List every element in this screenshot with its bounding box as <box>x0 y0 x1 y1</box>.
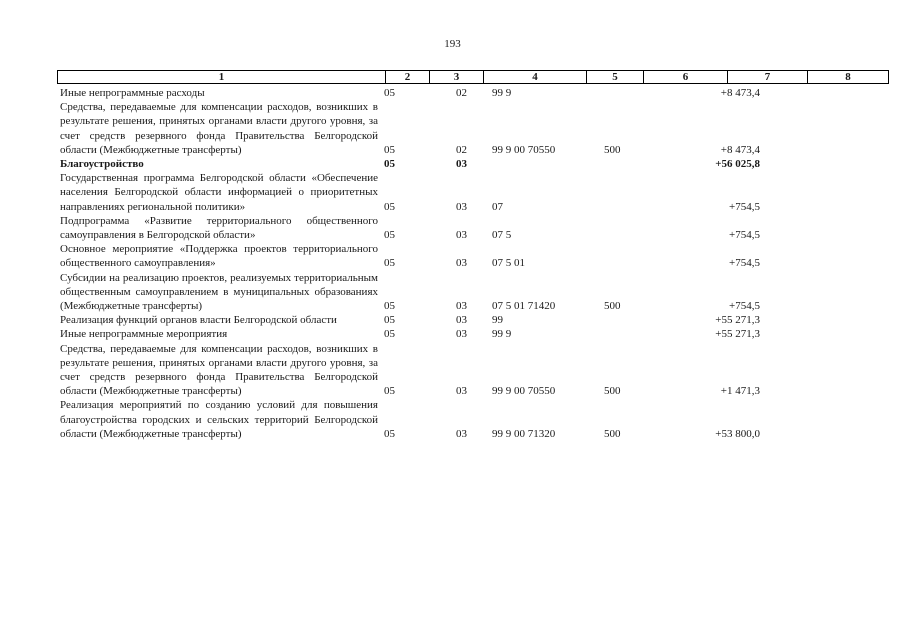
row-subsection: 03 <box>456 200 467 213</box>
table-row <box>60 214 820 242</box>
page-number: 193 <box>444 38 461 50</box>
row-section: 05 <box>384 385 395 398</box>
row-target-article: 99 9 00 70550 <box>492 385 556 398</box>
row-name: Иные непрограммные расходы <box>60 87 205 99</box>
table-row <box>60 100 820 157</box>
row-subsection: 03 <box>456 427 467 440</box>
row-target-article: 99 9 <box>492 328 512 341</box>
row-amount: +55 271,3 <box>715 314 760 327</box>
row-target-article: 99 9 00 71320 <box>492 427 556 440</box>
column-header-1: 1 <box>58 71 386 83</box>
row-name: Основное мероприятие «Поддержка проектов территориального общественного самоуправления» <box>60 243 378 270</box>
row-section: 05 <box>384 328 395 341</box>
column-header-6: 6 <box>644 71 728 83</box>
column-header-4: 4 <box>484 71 587 83</box>
row-name: Реализация мероприятий по созданию условий для повышения благоустройства городских и сельских территорий Белгородской области (Межбюджетные трансферты) <box>60 399 378 440</box>
table-row <box>60 86 820 100</box>
row-amount: +754,5 <box>729 257 760 270</box>
row-target-article: 99 9 <box>492 87 512 99</box>
row-target-article: 99 <box>492 314 503 327</box>
row-subsection: 02 <box>456 143 467 156</box>
row-expense-type: 500 <box>604 143 621 156</box>
row-target-article: 07 <box>492 200 503 213</box>
row-name: Средства, передаваемые для компенсации расходов, возникших в результате решения, принятых органами власти другого уровня, за счет средств резервного фонда Правительства Белгородской области (Межбюджетные трансферты) <box>60 101 378 156</box>
row-amount: +8 473,4 <box>720 87 760 99</box>
row-section: 05 <box>384 300 395 313</box>
column-header-5: 5 <box>587 71 644 83</box>
table-row <box>60 313 820 327</box>
table-header <box>57 70 889 84</box>
row-name: Благоустройство <box>60 158 144 171</box>
row-target-article: 07 5 01 71420 <box>492 300 556 313</box>
row-expense-type: 500 <box>604 427 621 440</box>
row-expense-type: 500 <box>604 385 621 398</box>
row-name: Подпрограмма «Развитие территориального общественного самоуправления в Белгородской области» <box>60 214 378 242</box>
row-expense-type: 500 <box>604 300 621 313</box>
column-header-8: 8 <box>845 71 851 83</box>
table-body <box>60 86 820 441</box>
column-header-7: 7 <box>728 71 808 83</box>
row-amount: +55 271,3 <box>715 328 760 341</box>
row-subsection: 03 <box>456 257 467 270</box>
row-amount: +754,5 <box>729 229 760 242</box>
row-subsection: 03 <box>456 314 467 327</box>
column-header-3: 3 <box>430 71 484 83</box>
row-subsection: 03 <box>456 158 467 171</box>
row-section: 05 <box>384 158 395 171</box>
row-target-article: 07 5 01 <box>492 257 525 270</box>
row-section: 05 <box>384 87 395 99</box>
table-row <box>60 157 820 171</box>
table-row <box>60 327 820 341</box>
table-row <box>60 171 820 214</box>
row-subsection: 03 <box>456 229 467 242</box>
row-section: 05 <box>384 314 395 327</box>
row-target-article: 99 9 00 70550 <box>492 143 556 156</box>
column-header-2: 2 <box>386 71 430 83</box>
row-subsection: 03 <box>456 300 467 313</box>
row-section: 05 <box>384 229 395 242</box>
row-amount: +56 025,8 <box>715 158 760 171</box>
table-row <box>60 342 820 399</box>
table-row <box>60 398 820 441</box>
row-target-article: 07 5 <box>492 229 512 242</box>
row-name: Иные непрограммные мероприятия <box>60 328 228 341</box>
row-name: Средства, передаваемые для компенсации расходов, возникших в результате решения, принятых органами власти другого уровня, за счет средств резервного фонда Правительства Белгородской области (Межбюджетные трансферты) <box>60 342 378 398</box>
row-amount: +754,5 <box>729 200 760 213</box>
row-section: 05 <box>384 143 395 156</box>
row-amount: +53 800,0 <box>715 427 760 440</box>
table-row <box>60 271 820 314</box>
row-name: Реализация функций органов власти Белгородской области <box>60 314 337 327</box>
row-amount: +754,5 <box>729 300 760 313</box>
row-section: 05 <box>384 257 395 270</box>
row-subsection: 02 <box>456 87 467 99</box>
row-amount: +8 473,4 <box>720 143 760 156</box>
table-row <box>60 242 820 270</box>
row-section: 05 <box>384 427 395 440</box>
row-subsection: 03 <box>456 328 467 341</box>
row-name: Государственная программа Белгородской области «Обеспечение населения Белгородской области информацией о приоритетных направлениях региональной политики» <box>60 172 378 213</box>
row-section: 05 <box>384 200 395 213</box>
row-name: Субсидии на реализацию проектов, реализуемых территориальным общественным самоуправлением в муниципальных образованиях (Межбюджетные трансферты) <box>60 271 378 313</box>
row-amount: +1 471,3 <box>720 385 760 398</box>
row-subsection: 03 <box>456 385 467 398</box>
